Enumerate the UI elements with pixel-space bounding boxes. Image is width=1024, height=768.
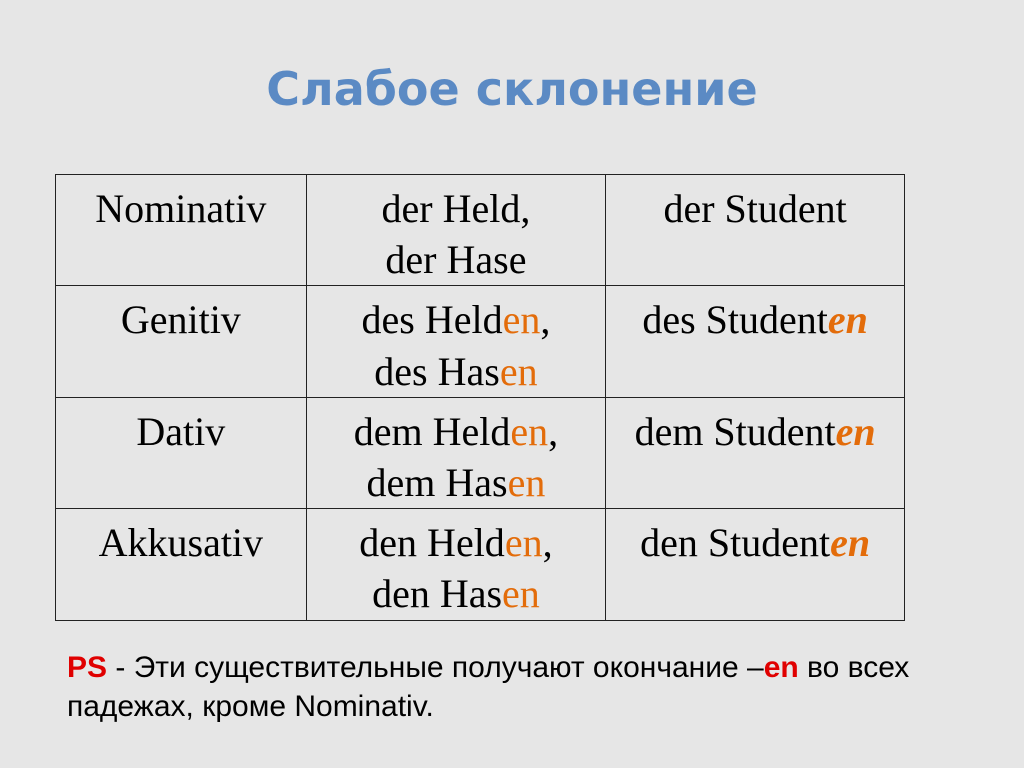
case-label: Dativ [136,408,226,454]
case-label: Genitiv [120,297,241,343]
hase-suffix: en [507,459,546,505]
slide-title: Слабое склонение [266,62,758,116]
held-stem: den Held [359,520,505,566]
case-cell [56,509,307,620]
held-comma: , [548,408,559,454]
held-cell [306,286,606,397]
hase-stem: dem Has [366,459,508,505]
case-cell [56,397,307,508]
student-cell [606,397,905,508]
case-label: Nominativ [95,186,267,231]
held-suffix: en [502,297,541,343]
case-cell [56,286,307,397]
hase-stem: der Hase [385,237,527,283]
student-form [610,517,900,568]
hase-suffix: en [499,348,538,394]
student-stem: des Student [642,297,828,343]
note-text-1: - Эти существительные получают окончание – [107,651,764,684]
table-row [56,397,905,508]
case-label: Akkusativ [98,520,264,566]
student-cell [606,175,905,286]
hase-form [311,234,602,285]
table-row [56,175,905,286]
student-stem: den Student [640,520,831,566]
held-comma: , [542,520,553,566]
ps-label: PS [67,651,108,684]
student-stem: der Student [663,186,847,231]
held-stem: des Held [361,297,503,343]
held-cell [306,397,606,508]
hase-form [311,346,602,397]
held-form [311,406,602,457]
hase-form [311,568,602,619]
student-form [610,406,900,457]
table-row [56,509,905,620]
held-stem: der Held, [381,186,531,231]
student-suffix: en [830,520,871,566]
ps-note [67,648,967,726]
held-form [311,517,602,568]
student-suffix: en [827,297,868,343]
declension-table [55,174,905,621]
held-suffix: en [510,408,549,454]
held-suffix: en [504,520,543,566]
hase-suffix: en [502,571,540,617]
held-form [311,183,602,234]
student-suffix: en [835,408,876,454]
table-row [56,286,905,397]
note-text-2: во всех падежах, кроме Nominativ. [67,651,910,723]
held-form [311,294,602,345]
hase-form [311,457,602,508]
student-cell [606,509,905,620]
student-stem: dem Student [634,408,836,454]
student-form [610,294,900,345]
held-cell [306,509,606,620]
held-cell [306,175,606,286]
student-form [610,183,900,234]
hase-stem: des Has [374,348,500,394]
held-comma: , [540,297,551,343]
hase-stem: den Has [372,571,503,617]
case-cell [56,175,307,286]
note-ending: en [763,651,799,684]
student-cell [606,286,905,397]
held-stem: dem Held [353,408,511,454]
